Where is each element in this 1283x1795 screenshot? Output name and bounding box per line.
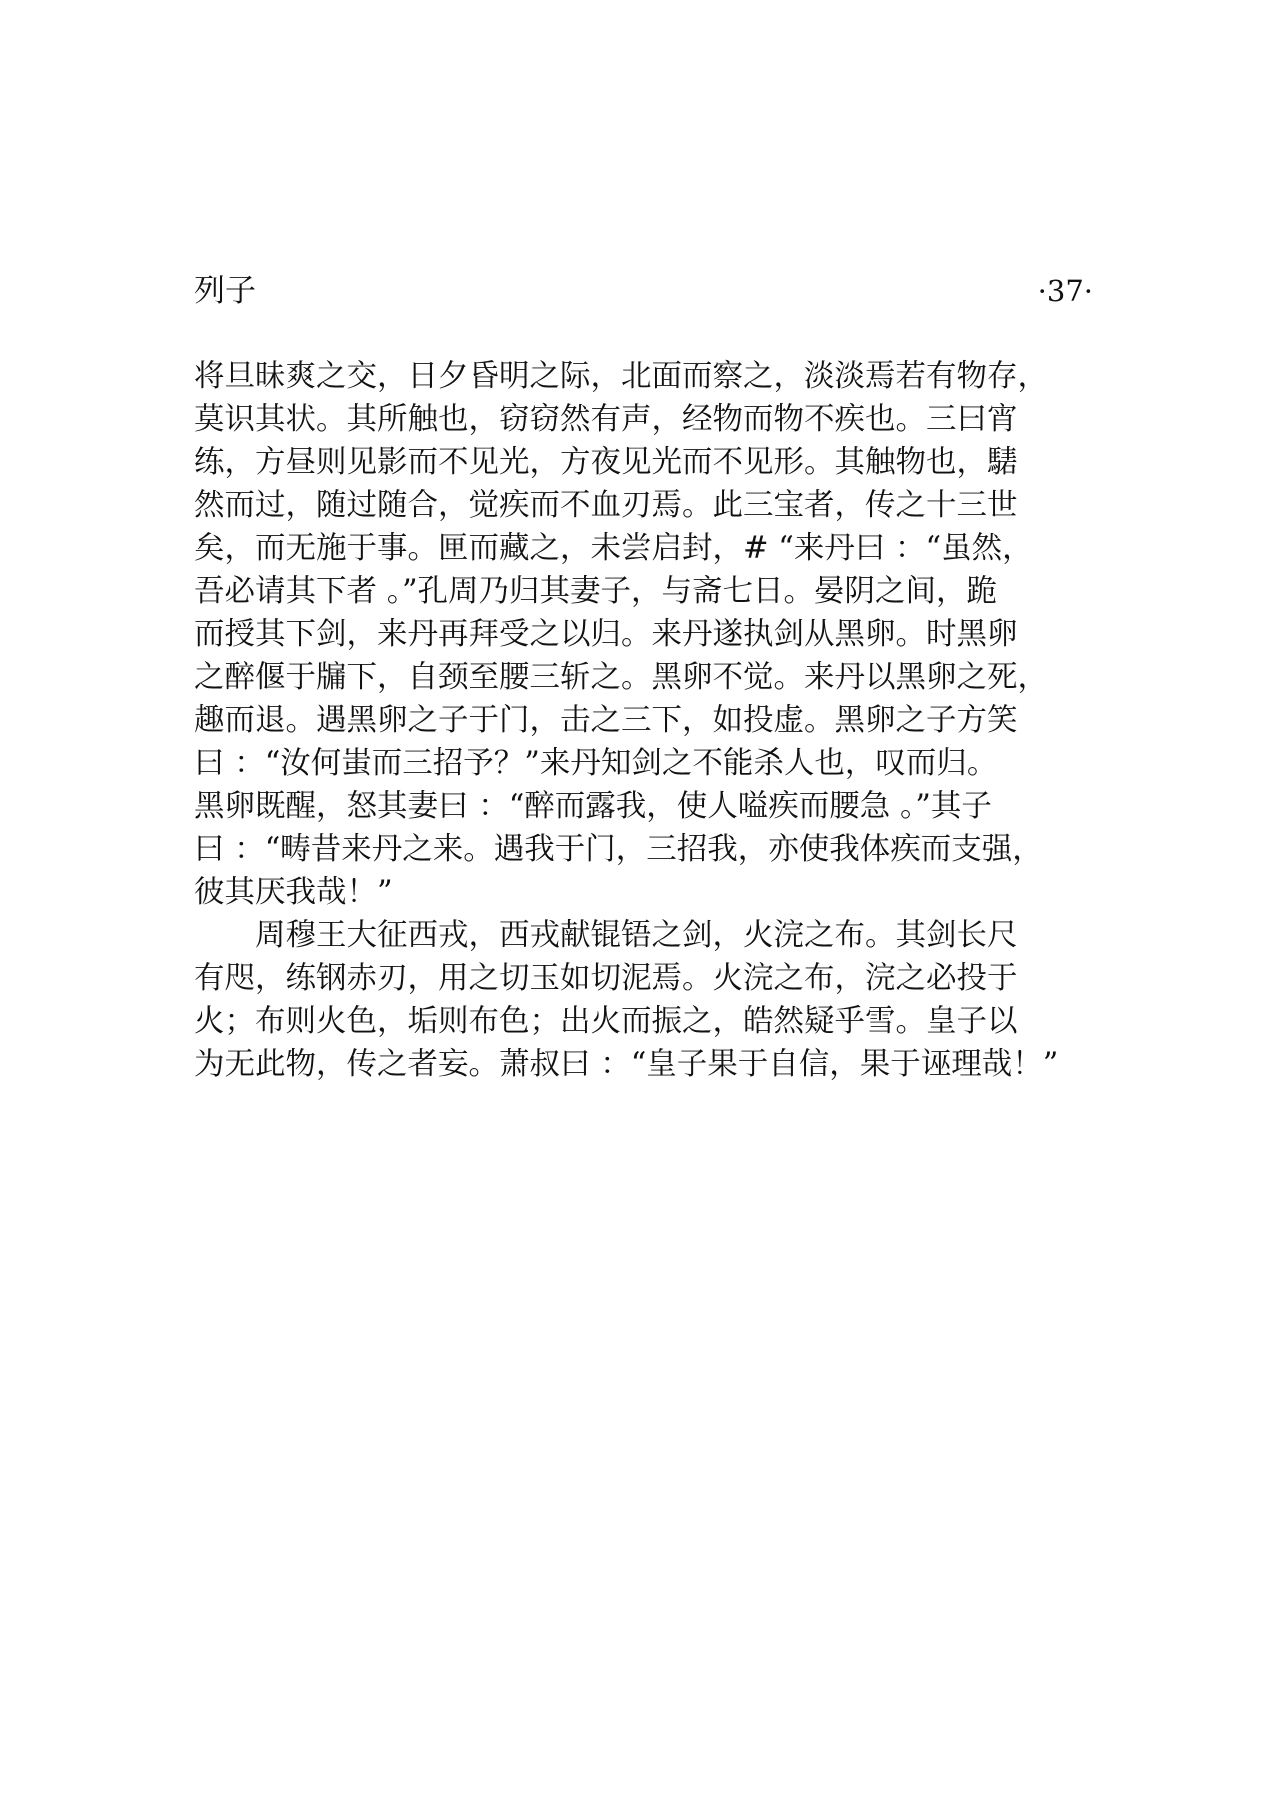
text-line: 矣，而无施于事。匣而藏之，未尝启封，# “来丹曰 ：“虽然， [194,531,1033,566]
text-line: 为无此物，传之者妄。萧叔曰 ：“皇子果于自信，果于诬理哉！” [194,1047,1059,1082]
running-header-title: 列子 [194,273,256,309]
text-line: 之醉偃于牖下，自颈至腰三斩之。黑卵不觉。来丹以黑卵之死， [194,660,1048,695]
text-line: 将旦昧爽之交，日夕昏明之际，北面而察之，淡淡焉若有物存， [194,359,1048,394]
page-number: ·37· [1037,274,1093,308]
body-text [194,355,1114,1086]
text-line: 曰 ：“汝何蚩而三招予？”来丹知剑之不能杀人也，叹而归。 [194,746,998,781]
text-line: 莫识其状。其所触也，窃窃然有声，经物而物不疾也。三曰宵 [194,402,1018,437]
text-line: 有咫，练钢赤刃，用之切玉如切泥焉。火浣之布，浣之必投于 [194,961,1018,996]
text-line: 趣而退。遇黑卵之子于门，击之三下，如投虚。黑卵之子方笑 [194,703,1018,738]
text-line: 曰 ：“畴昔来丹之来。遇我于门，三招我，亦使我体疾而支强， [194,832,1043,867]
text-line: 而授其下剑，来丹再拜受之以归。来丹遂执剑从黑卵。时黑卵 [194,617,1018,652]
text-line: 然而过，随过随合，觉疾而不血刃焉。此三宝者，传之十三世 [194,488,1018,523]
text-line: 练，方昼则见影而不见光，方夜见光而不见形。其触物也，騞 [194,445,1018,480]
text-line: 彼其厌我哉！” [194,875,393,910]
text-line: 吾必请其下者 。”孔周乃归其妻子，与斋七日。晏阴之间，跪 [194,574,998,609]
text-line: 火；布则火色，垢则布色；出火而振之，皓然疑乎雪。皇子以 [194,1004,1018,1039]
text-line: 黑卵既醒，怒其妻曰 ：“醉而露我，使人嗌疾而腰急 。”其子 [194,789,992,824]
paragraph-first-line: 周穆王大征西戎，西戎献锟铻之剑，火浣之布。其剑长尺 [255,918,1018,953]
